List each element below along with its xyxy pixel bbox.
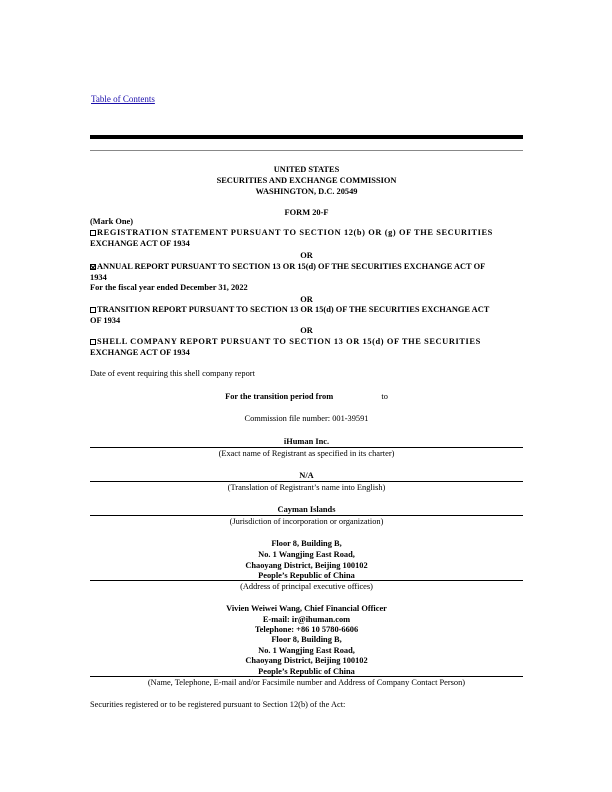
registrant-name: iHuman Inc. bbox=[283, 437, 330, 446]
checkbox-registration-statement[interactable] bbox=[90, 230, 96, 236]
fiscal-year-line: For the fiscal year ended December 31, 2022 bbox=[90, 283, 248, 292]
contact-line-1: Vivien Weiwei Wang, Chief Financial Officer bbox=[226, 604, 387, 613]
contact-caption: (Name, Telephone, E-mail and/or Facsimile number and Address of Company Contact Person) bbox=[147, 678, 466, 687]
checkbox-shell-company-report[interactable] bbox=[90, 339, 96, 345]
option-transition-report bbox=[90, 305, 523, 326]
contact-line-7: People’s Republic of China bbox=[258, 667, 355, 676]
address-caption: (Address of principal executive offices) bbox=[240, 582, 373, 591]
option-annual-report bbox=[90, 262, 523, 294]
option-text: SHELL COMPANY REPORT PURSUANT TO SECTION 13 OR 15(d) OF THE SECURITIES bbox=[97, 337, 481, 346]
address-line-3: Chaoyang District, Beijing 100102 bbox=[245, 561, 368, 570]
registrant-name-caption: (Exact name of Registrant as specified in its charter) bbox=[218, 449, 395, 458]
header-line-2: SECURITIES AND EXCHANGE COMMISSION bbox=[216, 176, 397, 185]
option-shell-company-report bbox=[90, 337, 523, 358]
header-rule-thin bbox=[90, 150, 523, 151]
header-line-1: UNITED STATES bbox=[273, 165, 340, 174]
shell-event-date-label: Date of event requiring this shell company report bbox=[90, 369, 255, 378]
or-separator-1: OR bbox=[300, 251, 313, 260]
header-line-3: WASHINGTON, D.C. 20549 bbox=[255, 187, 358, 196]
option-text-cont: EXCHANGE ACT OF 1934 bbox=[90, 347, 190, 357]
address-line-4: People’s Republic of China bbox=[258, 571, 355, 580]
commission-file-number: Commission file number: 001-39591 bbox=[244, 414, 369, 423]
contact-line-2: E-mail: ir@ihuman.com bbox=[262, 615, 351, 624]
jurisdiction-caption: (Jurisdiction of incorporation or organization) bbox=[229, 517, 384, 526]
option-text: REGISTRATION STATEMENT PURSUANT TO SECTION 12(b) OR (g) OF THE SECURITIES bbox=[97, 228, 493, 237]
option-text: TRANSITION REPORT PURSUANT TO SECTION 13 OR 15(d) OF THE SECURITIES EXCHANGE ACT bbox=[97, 305, 490, 314]
translation-caption: (Translation of Registrant’s name into English) bbox=[227, 483, 386, 492]
securities-registered-label: Securities registered or to be registered pursuant to Section 12(b) of the Act: bbox=[90, 700, 346, 709]
translation-value: N/A bbox=[299, 471, 314, 480]
or-separator-2: OR bbox=[300, 295, 313, 304]
transition-period-to: to bbox=[381, 392, 388, 401]
mark-one-label: (Mark One) bbox=[90, 217, 134, 226]
option-text: ANNUAL REPORT PURSUANT TO SECTION 13 OR 15(d) OF THE SECURITIES EXCHANGE ACT OF bbox=[97, 262, 486, 271]
jurisdiction-value: Cayman Islands bbox=[277, 505, 336, 514]
transition-period-line bbox=[90, 391, 523, 402]
table-of-contents-link[interactable]: Table of Contents bbox=[91, 94, 155, 104]
contact-line-4: Floor 8, Building B, bbox=[271, 635, 342, 644]
transition-period-label: For the transition period from bbox=[225, 392, 334, 401]
option-text-cont: OF 1934 bbox=[90, 315, 121, 325]
checkbox-transition-report[interactable] bbox=[90, 307, 96, 313]
checkbox-annual-report-checked[interactable] bbox=[90, 264, 96, 270]
address-line-1: Floor 8, Building B, bbox=[271, 539, 342, 548]
contact-line-5: No. 1 Wangjing East Road, bbox=[258, 646, 355, 655]
header-rule-thick bbox=[90, 135, 523, 139]
contact-line-6: Chaoyang District, Beijing 100102 bbox=[245, 656, 368, 665]
contact-line-3: Telephone: +86 10 5780-6606 bbox=[254, 625, 359, 634]
option-text-cont: EXCHANGE ACT OF 1934 bbox=[90, 238, 190, 248]
address-line-2: No. 1 Wangjing East Road, bbox=[258, 550, 355, 559]
or-separator-3: OR bbox=[300, 326, 313, 335]
option-text-cont: 1934 bbox=[90, 272, 107, 282]
option-registration-statement bbox=[90, 228, 523, 249]
form-title: FORM 20-F bbox=[284, 208, 329, 217]
